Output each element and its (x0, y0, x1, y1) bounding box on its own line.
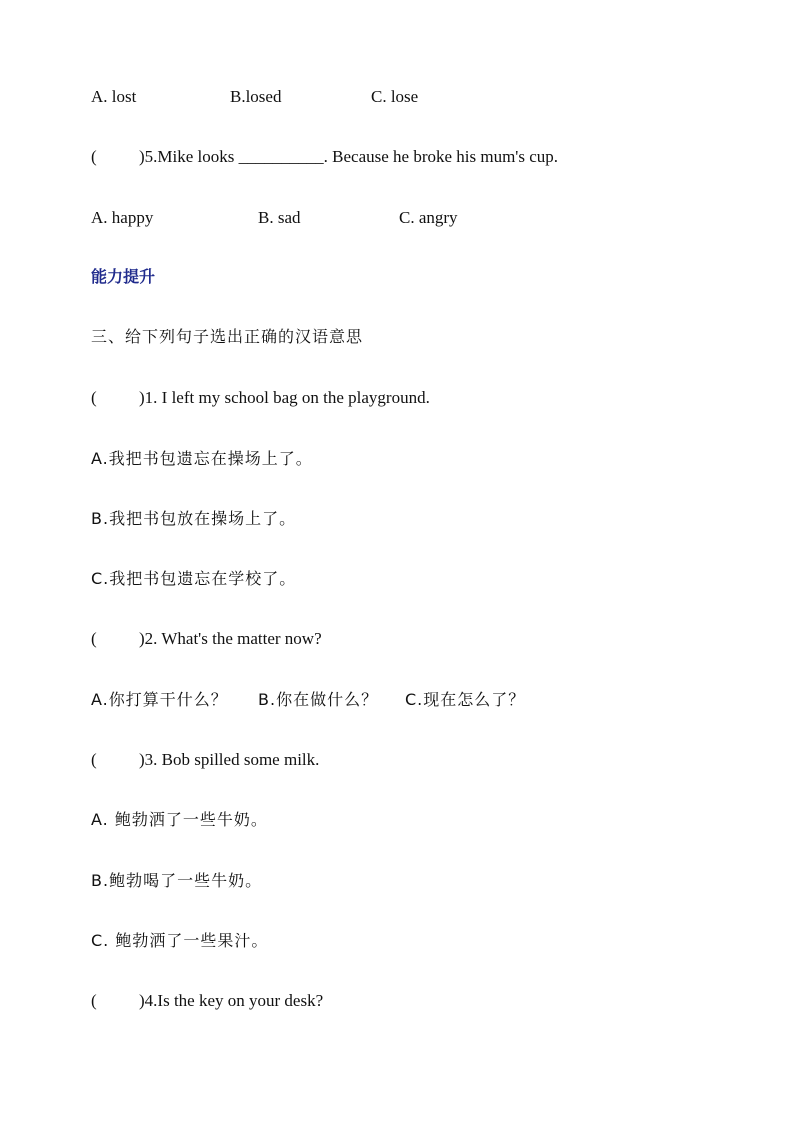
question-text: )3. Bob spilled some milk. (139, 750, 320, 769)
option-b: B.losed (230, 87, 282, 106)
option-c: C. angry (399, 208, 458, 227)
answer-paren: ( (91, 750, 97, 769)
option-c: C. lose (371, 87, 419, 106)
option-c: C.现在怎么了？ (405, 690, 526, 709)
section3-title: 三、给下列句子选出正确的汉语意思 (91, 327, 364, 346)
s3q1-option-b: B.我把书包放在操场上了。 (91, 509, 297, 528)
answer-paren: ( (91, 388, 97, 407)
s3q1-option-a: A.我把书包遗忘在操场上了。 (91, 449, 313, 468)
answer-paren: ( (91, 147, 97, 166)
option-b: B.你在做什么？ (258, 690, 379, 709)
s3q3-option-c: C. 鲍勃洒了一些果汁。 (91, 931, 269, 950)
s3-question-1 (91, 387, 430, 409)
s3q3-option-b: B.鲍勃喝了一些牛奶。 (91, 871, 263, 890)
question-text: )5.Mike looks __________. Because he broke his mum's cup. (139, 147, 559, 166)
question-text: )1. I left my school bag on the playground. (139, 388, 430, 407)
answer-paren: ( (91, 629, 97, 648)
s3-question-3 (91, 749, 319, 771)
question-text: )2. What's the matter now? (139, 629, 322, 648)
q5-options (91, 207, 458, 229)
q4-options (91, 86, 418, 108)
s3-question-4 (91, 990, 323, 1012)
s3q1-option-c: C.我把书包遗忘在学校了。 (91, 569, 297, 588)
option-a: A. happy (91, 208, 154, 227)
section-heading: 能力提升 (91, 267, 156, 286)
option-a: A. lost (91, 87, 137, 106)
s3q3-option-a: A. 鲍勃洒了一些牛奶。 (91, 810, 268, 829)
option-a: A.你打算干什么？ (91, 690, 228, 709)
question-text: )4.Is the key on your desk? (139, 991, 324, 1010)
s3q2-options (91, 689, 525, 711)
s3-question-2 (91, 628, 322, 650)
question-5 (91, 146, 558, 168)
option-b: B. sad (258, 208, 301, 227)
answer-paren: ( (91, 991, 97, 1010)
